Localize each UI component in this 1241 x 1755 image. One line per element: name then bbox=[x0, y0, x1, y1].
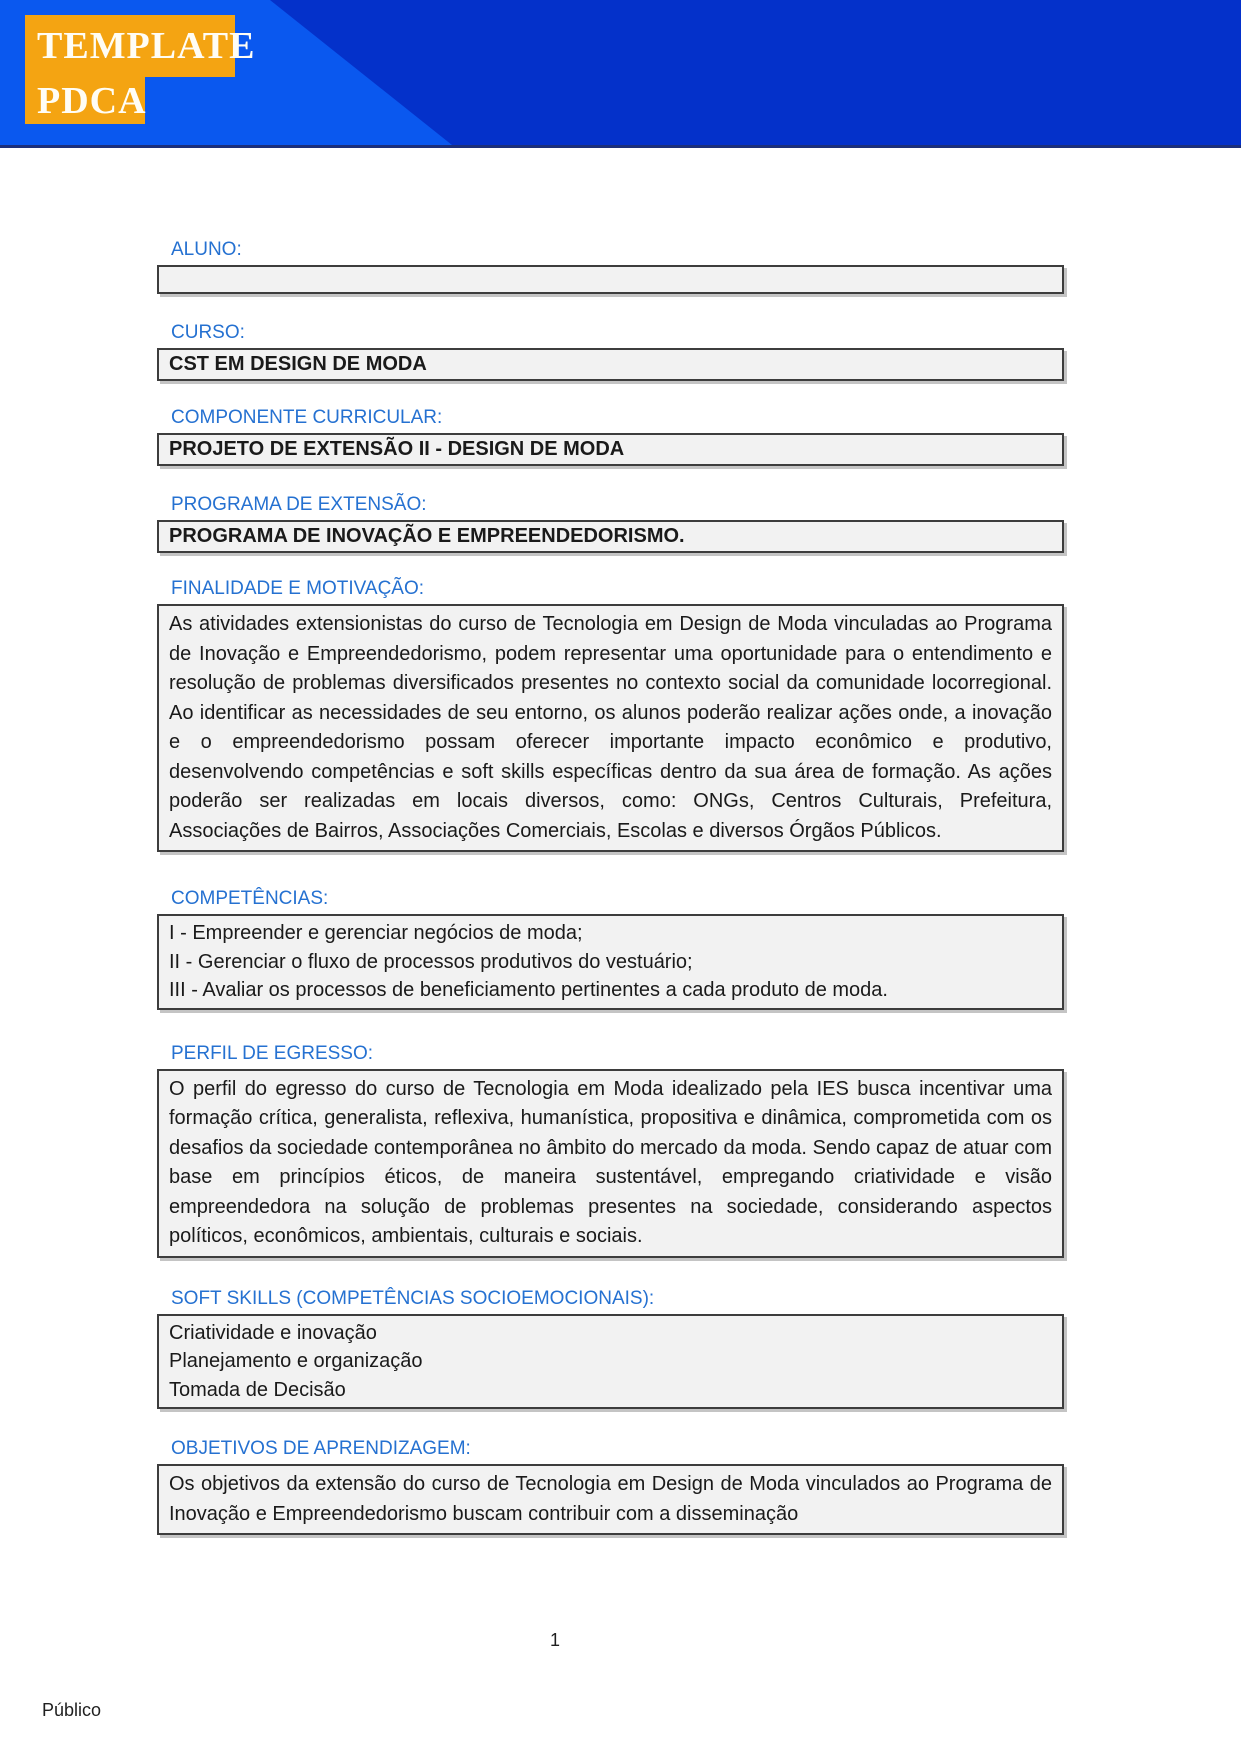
competencia-item-3: III - Avaliar os processos de beneficiamento pertinentes a cada produto de moda. bbox=[169, 979, 888, 1001]
finalidade-motivacao-label: FINALIDADE E MOTIVAÇÃO: bbox=[171, 578, 425, 599]
curso-value: CST EM DESIGN DE MODA bbox=[157, 348, 1064, 381]
competencia-item-1: I - Empreender e gerenciar negócios de moda; bbox=[169, 922, 583, 944]
section-componente-curricular bbox=[157, 408, 1064, 466]
page-number: 1 bbox=[549, 1630, 560, 1650]
finalidade-motivacao-text: As atividades extensionistas do curso de Tecnologia em Design de Moda vinculadas ao Programa de Inovação e Empreendedorismo, podem representar uma oportunidade para o entendimento e resolução de problemas diversificados presentes no contexto social da comunidade locorregional. Ao identificar as necessidades de seu entorno, os alunos poderão realizar ações onde, a inovação e o empreendedorismo possam oferecer importante impacto econômico e produtivo, desenvolvendo competências e soft skills específicas dentro da sua área de formação. As ações poderão ser realizadas em locais diversos, como: ONGs, Centros Culturais, Prefeitura, Associações de Bairros, Associações Comerciais, Escolas e diversos Órgãos Públicos. bbox=[157, 604, 1064, 852]
curso-label: CURSO: bbox=[171, 322, 245, 343]
form-content bbox=[157, 0, 1064, 1535]
soft-skills-list bbox=[157, 1314, 1064, 1410]
aluno-label: ALUNO: bbox=[171, 239, 242, 260]
section-curso bbox=[157, 323, 1064, 381]
componente-curricular-label: COMPONENTE CURRICULAR: bbox=[171, 407, 443, 428]
soft-skill-item-1: Criatividade e inovação bbox=[169, 1321, 377, 1344]
competencias-list bbox=[157, 914, 1064, 1010]
objetivos-aprendizagem-label: OBJETIVOS DE APRENDIZAGEM: bbox=[171, 1438, 471, 1459]
section-perfil-egresso bbox=[157, 1044, 1064, 1258]
programa-extensao-label: PROGRAMA DE EXTENSÃO: bbox=[171, 494, 427, 515]
soft-skills-label: SOFT SKILLS (COMPETÊNCIAS SOCIOEMOCIONAIS): bbox=[171, 1287, 655, 1309]
soft-skill-item-2: Planejamento e organização bbox=[169, 1350, 423, 1372]
section-objetivos-aprendizagem bbox=[157, 1439, 1064, 1535]
componente-curricular-value: PROJETO DE EXTENSÃO II - DESIGN DE MODA bbox=[157, 433, 1064, 466]
perfil-egresso-text: O perfil do egresso do curso de Tecnologia em Moda idealizado pela IES busca incentivar uma formação crítica, generalista, reflexiva, humanística, propositiva e dinâmica, comprometida com os desafios da sociedade contemporânea no âmbito do mercado da moda. Sendo capaz de atuar com base em princípios éticos, de maneira sustentável, empregando criatividade e visão empreendedora na solução de problemas presentes na sociedade, considerando aspectos políticos, econômicos, ambientais, culturais e sociais. bbox=[157, 1069, 1064, 1258]
section-soft-skills bbox=[157, 1289, 1064, 1410]
perfil-egresso-label: PERFIL DE EGRESSO: bbox=[171, 1042, 374, 1064]
classification-label: Público bbox=[42, 1700, 102, 1720]
competencia-item-2: II - Gerenciar o fluxo de processos produtivos do vestuário; bbox=[169, 950, 693, 973]
soft-skill-item-3: Tomada de Decisão bbox=[169, 1378, 346, 1401]
section-competencias bbox=[157, 889, 1064, 1010]
section-programa-extensao bbox=[157, 495, 1064, 553]
aluno-field[interactable] bbox=[157, 265, 1064, 294]
section-aluno bbox=[157, 240, 1064, 294]
section-finalidade-motivacao bbox=[157, 579, 1064, 852]
logo-line-1: TEMPLATE bbox=[37, 25, 256, 67]
programa-extensao-value: PROGRAMA DE INOVAÇÃO E EMPREENDEDORISMO. bbox=[157, 520, 1064, 553]
logo-line-2: PDCA bbox=[37, 79, 147, 122]
competencias-label: COMPETÊNCIAS: bbox=[171, 888, 329, 909]
template-pdca-logo-bottom bbox=[25, 77, 145, 124]
objetivos-aprendizagem-text: Os objetivos da extensão do curso de Tecnologia em Design de Moda vinculados ao Programa de Inovação e Empreendedorismo buscam contribuir com a disseminação bbox=[157, 1464, 1064, 1535]
